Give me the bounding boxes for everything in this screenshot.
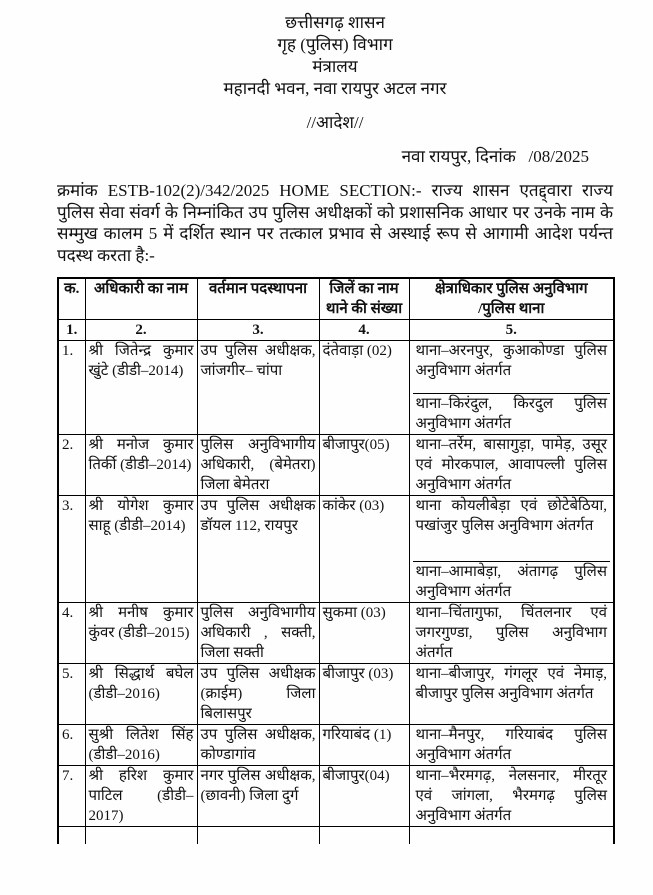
cell-jurisdiction [409, 341, 614, 435]
table-row [58, 725, 614, 766]
column-number: 1. [58, 320, 85, 341]
document-content [57, 0, 613, 844]
header-jurisdiction-line1: क्षेत्राधिकार पुलिस अनुविभाग [434, 281, 588, 297]
jurisdiction-entry: थाना–किरंदुल, किरदुल पुलिस अनुविभाग अंतर्गत [413, 393, 611, 434]
jurisdiction-entry: थाना–बीजापुर, गंगलूर एवं नेमाड़, बीजापुर पुलिस अनुविभाग अंतर्गत [415, 666, 607, 702]
cell-current-posting: पुलिस अनुविभागीय अधिकारी , सक्ती, जिला सक्ती [197, 603, 319, 664]
column-number-row [58, 320, 614, 341]
table-row [58, 766, 614, 827]
letterhead [57, 0, 613, 100]
cell-officer-name: सुश्री लितेश सिंह (डीडी–2016) [85, 725, 197, 766]
header-officer-name: अधिकारी का नाम [85, 278, 197, 320]
cell-current-posting: उप पुलिस अधीक्षक डॉयल 112, रायपुर [197, 496, 319, 603]
jurisdiction-entry: थाना–भैरमगढ़, नेलसनार, मीरतूर एवं जांगला, भैरमगढ़ पुलिस अनुविभाग अंतर्गत [415, 768, 607, 824]
cell-serial: 2. [58, 435, 85, 496]
cell-jurisdiction [409, 603, 614, 664]
cell-officer-name: श्री मनीष कुमार कुंवर (डीडी–2015) [85, 603, 197, 664]
table-header-row [58, 278, 614, 320]
letterhead-line-government: छत्तीसगढ़ शासन [285, 13, 385, 32]
jurisdiction-entry: थाना–तर्रेम, बासागुड़ा, पामेड़, उसूर एवं मोरकपाल, आवापल्ली पुलिस अनुविभाग अंतर्गत [415, 437, 607, 493]
header-serial: क. [58, 278, 85, 320]
cell-serial: 3. [58, 496, 85, 603]
cell-jurisdiction [409, 725, 614, 766]
table-row [58, 435, 614, 496]
header-current-posting: वर्तमान पदस्थापना [197, 278, 319, 320]
cell-district: बीजापुर(05) [319, 435, 409, 496]
cell-current-posting: नगर पुलिस अधीक्षक, (छावनी) जिला दुर्ग [197, 766, 319, 827]
column-number: 2. [85, 320, 197, 341]
cell-district: दंतेवाड़ा (02) [319, 341, 409, 435]
cell-jurisdiction [409, 664, 614, 725]
cell-serial: 1. [58, 341, 85, 435]
cell-current-posting: पुलिस अनुविभागीय अधिकारी, (बेमेतरा) जिला बेमेतरा [197, 435, 319, 496]
table-row [58, 603, 614, 664]
place-date-line: नवा रायपुर, दिनांक /08/2025 [401, 147, 589, 166]
jurisdiction-entry: थाना कोयलीबेड़ा एवं छोटेबेठिया, पखांजुर पुलिस अनुविभाग अंतर्गत [415, 498, 607, 534]
column-number: 4. [319, 320, 409, 341]
column-number: 5. [409, 320, 614, 341]
cell-district: गरियाबंद (1) [319, 725, 409, 766]
order-title: //आदेश// [306, 113, 364, 132]
cell-empty [58, 827, 85, 844]
cell-officer-name: श्री हरिश कुमार पाटिल (डीडी–2017) [85, 766, 197, 827]
cell-district: बीजापुर(04) [319, 766, 409, 827]
cell-current-posting: उप पुलिस अधीक्षक (क्राईम) जिला बिलासपुर [197, 664, 319, 725]
jurisdiction-entry: थाना–अरनपुर, कुआकोण्डा पुलिस अनुविभाग अंतर्गत [415, 343, 607, 379]
cell-empty [85, 827, 197, 844]
jurisdiction-entry: थाना–चिंतागुफा, चिंतलनार एवं जगरगुण्डा, पुलिस अनुविभाग अंतर्गत [415, 605, 607, 661]
header-jurisdiction-line2: /पुलिस थाना [478, 301, 545, 317]
cell-officer-name: श्री मनोज कुमार तिर्की (डीडी–2014) [85, 435, 197, 496]
letterhead-line-ministry: मंत्रालय [312, 57, 358, 76]
jurisdiction-entry: थाना–मैनपुर, गरियाबंद पुलिस अनुविभाग अंतर्गत [415, 727, 607, 763]
cell-current-posting: उप पुलिस अधीक्षक, कोण्डागांव [197, 725, 319, 766]
table-row [58, 341, 614, 435]
cell-officer-name: श्री योगेश कुमार साहू (डीडी–2014) [85, 496, 197, 603]
transfer-order-table [57, 277, 615, 844]
header-district [319, 278, 409, 320]
cell-serial: 5. [58, 664, 85, 725]
cell-empty [319, 827, 409, 844]
letterhead-line-address: महानदी भवन, नवा रायपुर अटल नगर [223, 79, 447, 98]
cell-current-posting: उप पुलिस अधीक्षक, जांजगीर– चांपा [197, 341, 319, 435]
table-row [58, 496, 614, 603]
cell-officer-name: श्री सिद्धार्थ बघेल (डीडी–2016) [85, 664, 197, 725]
table-row [58, 664, 614, 725]
letterhead-line-department: गृह (पुलिस) विभाग [277, 35, 393, 54]
cell-empty [197, 827, 319, 844]
cell-serial: 7. [58, 766, 85, 827]
header-district-line2: थाने की संख्या [325, 301, 403, 317]
cell-officer-name: श्री जितेन्द्र कुमार खुंटे (डीडी–2014) [85, 341, 197, 435]
header-district-line1: जिलें का नाम [329, 281, 399, 297]
jurisdiction-entry: थाना–आमाबेड़ा, अंतागढ़ पुलिस अनुविभाग अंतर्गत [413, 561, 611, 602]
cell-jurisdiction [409, 766, 614, 827]
header-jurisdiction [409, 278, 614, 320]
order-intro-paragraph: क्रमांक ESTB-102(2)/342/2025 HOME SECTION:- राज्य शासन एतद्द्वारा राज्य पुलिस सेवा संवर्ग के निम्नांकित उप पुलिस अधीक्षकों को प्रशासनिक आधार पर उनके नाम के सम्मुख कालम 5 में दर्शित स्थान पर तत्काल प्रभाव से अस्थाई रूप से आगामी आदेश पर्यन्त पदस्थ करता है:- [57, 181, 613, 265]
cell-district: कांकेर (03) [319, 496, 409, 603]
column-number: 3. [197, 320, 319, 341]
cell-serial: 6. [58, 725, 85, 766]
cell-district: बीजापुर (03) [319, 664, 409, 725]
cell-jurisdiction [409, 496, 614, 603]
cell-district: सुकमा (03) [319, 603, 409, 664]
table-row-cutoff [58, 827, 614, 844]
cell-serial: 4. [58, 603, 85, 664]
cell-empty [409, 827, 614, 844]
cell-jurisdiction [409, 435, 614, 496]
